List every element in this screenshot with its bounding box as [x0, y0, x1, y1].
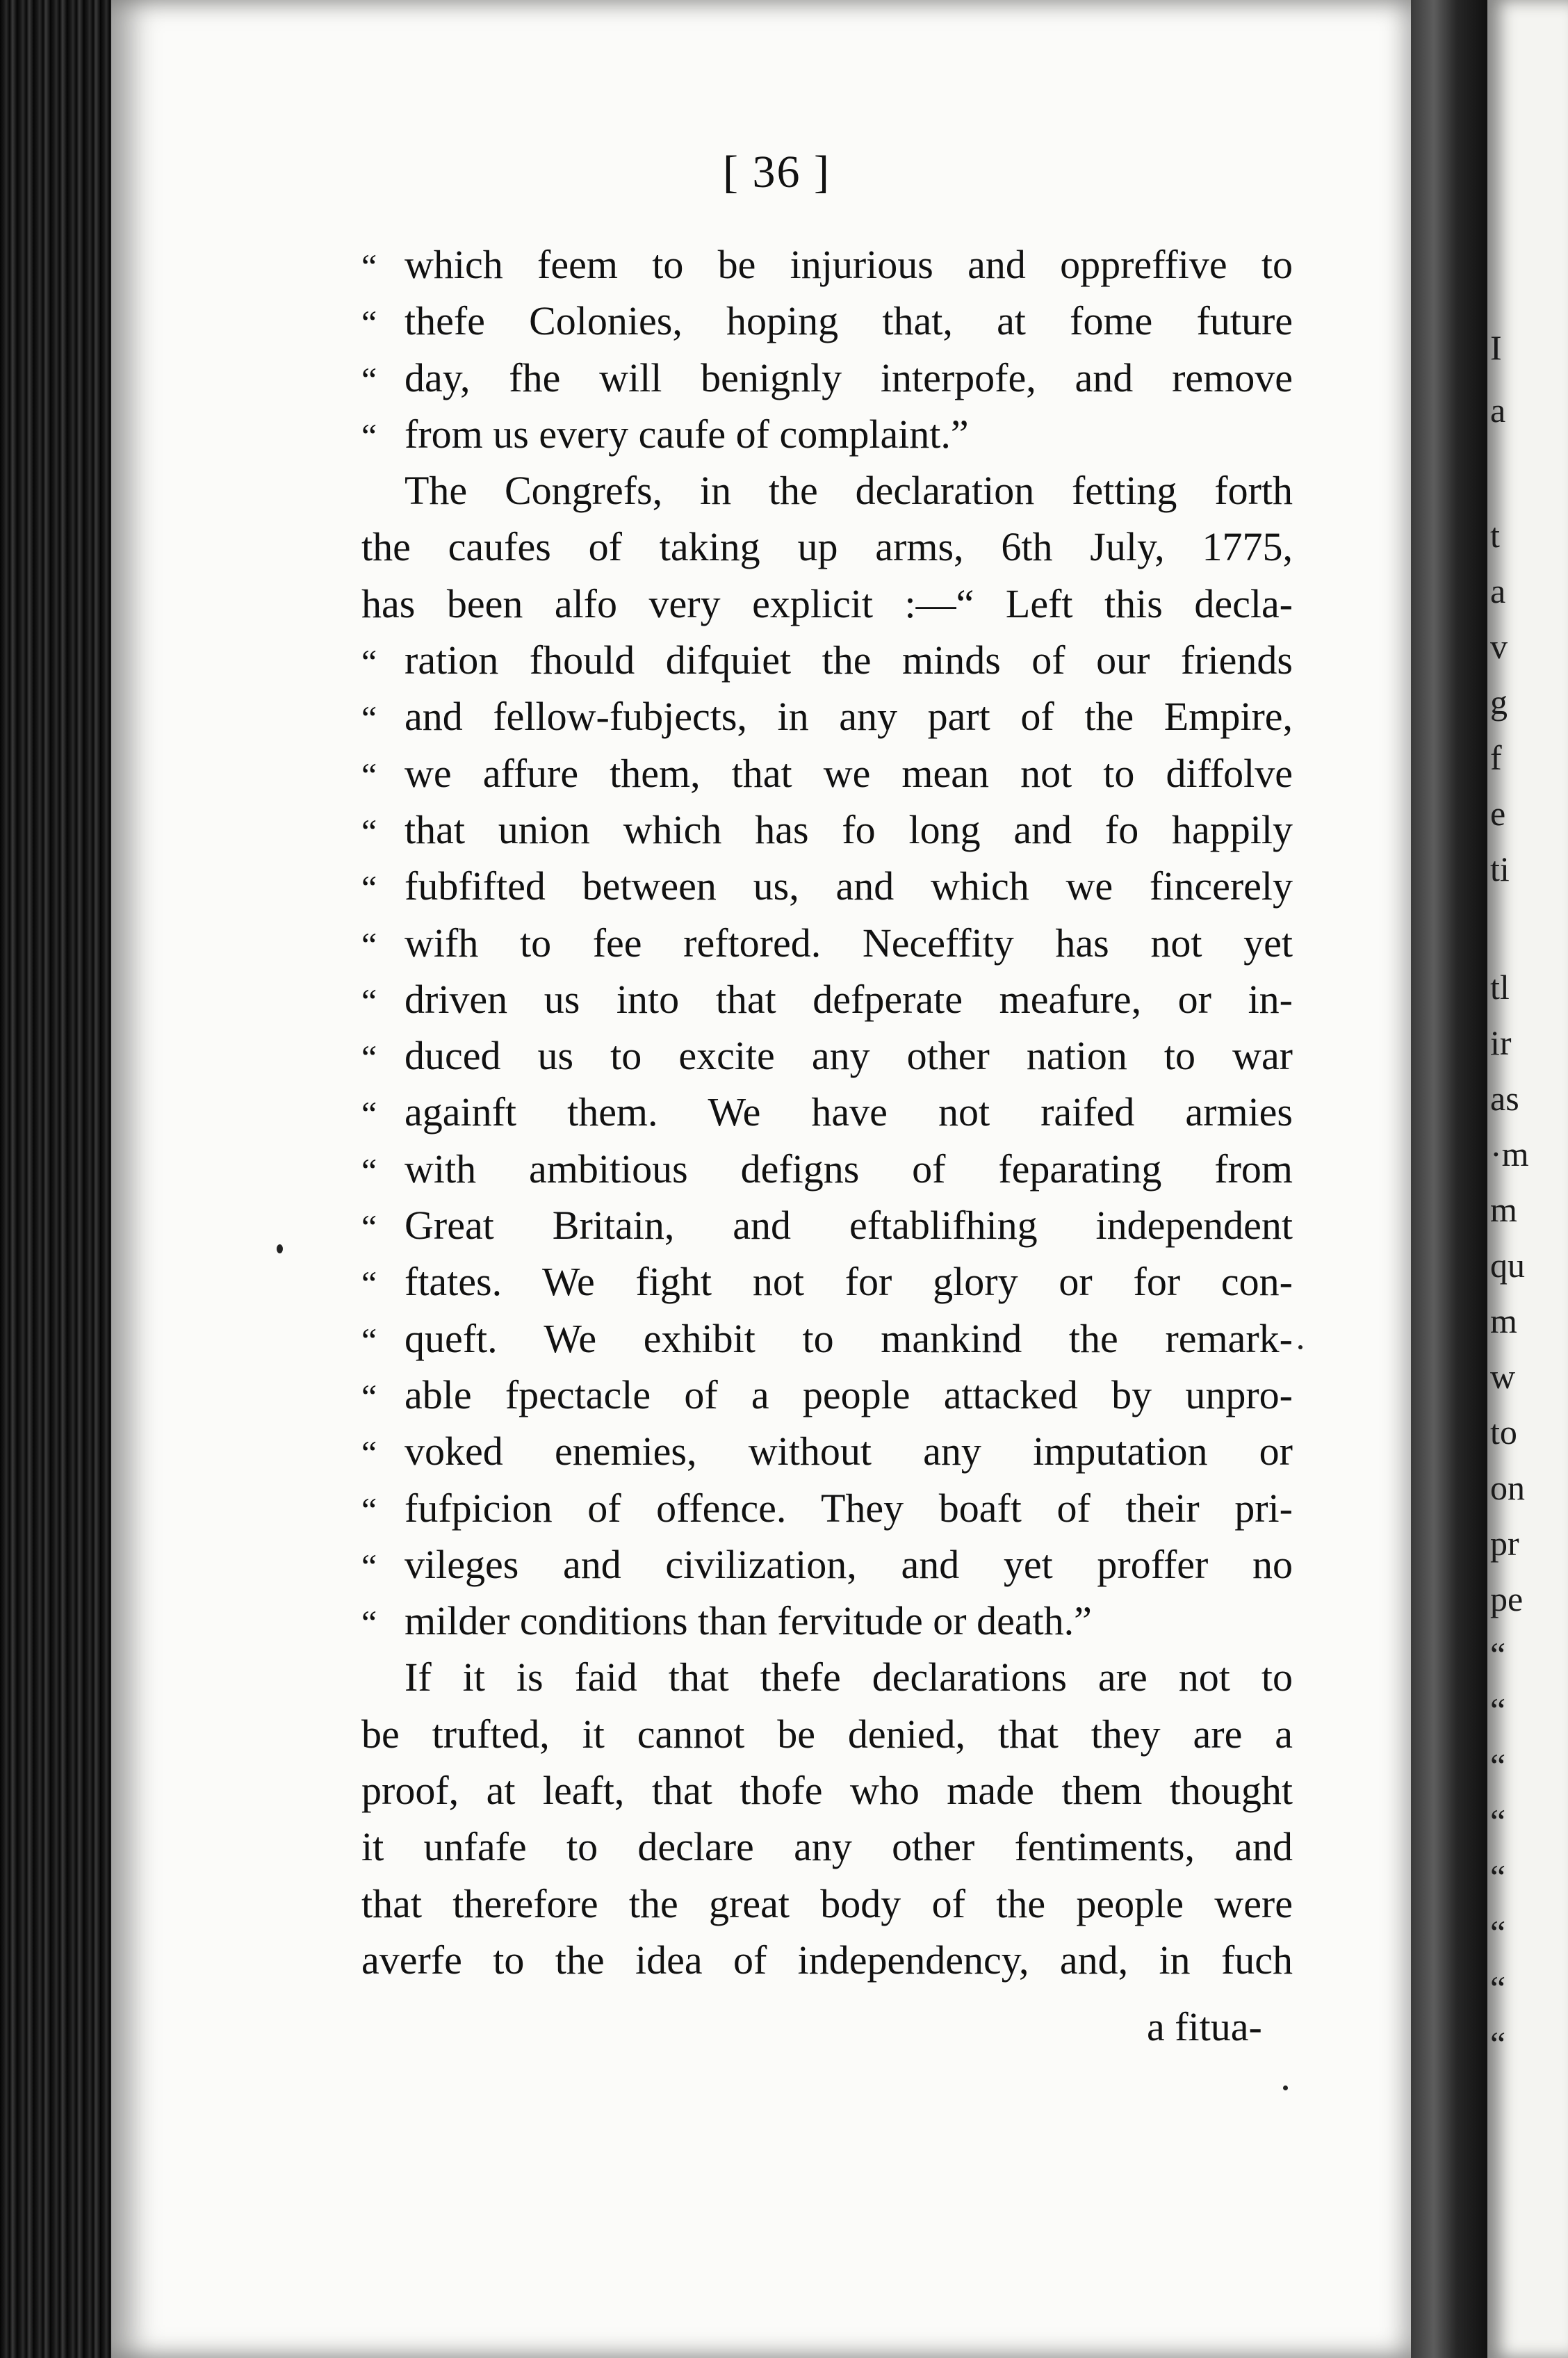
- facing-page-fragment: to: [1490, 1413, 1517, 1452]
- text-line: [361, 1027, 1293, 1084]
- facing-page-fragment: f: [1490, 738, 1502, 777]
- ink-speck: [277, 1244, 283, 1253]
- text-line: [361, 1310, 1293, 1367]
- text-line: [361, 1536, 1293, 1593]
- quote-mark: “: [361, 1208, 377, 1247]
- quote-mark: “: [361, 247, 377, 286]
- text-line: [361, 632, 1293, 688]
- quote-mark: “: [361, 981, 377, 1021]
- text-line: [361, 1084, 1293, 1140]
- quote-mark: “: [361, 1603, 377, 1643]
- line-text: If it is faid that thefe declarations are not to: [405, 1654, 1293, 1700]
- facing-page-fragment: v: [1490, 627, 1508, 666]
- facing-page-fragment: e: [1490, 794, 1506, 833]
- line-text: milder conditions than fervitude or death.”: [405, 1598, 1092, 1644]
- text-line: [361, 802, 1293, 858]
- ink-speck: [1298, 1345, 1302, 1349]
- facing-page-fragment: m: [1490, 1190, 1517, 1229]
- line-text: Great Britain, and eftablifhing independent: [405, 1203, 1293, 1249]
- text-line: [361, 1197, 1293, 1253]
- text-line: [361, 745, 1293, 802]
- facing-page-fragment: a: [1490, 391, 1506, 430]
- text-line: [361, 858, 1293, 914]
- quote-mark: “: [361, 1546, 377, 1586]
- text-line: [361, 1480, 1293, 1536]
- text-line: [361, 576, 1293, 632]
- book-binding-edge: [0, 0, 111, 2358]
- quote-mark: “: [361, 1490, 377, 1529]
- line-text: queft. We exhibit to mankind the remark-: [405, 1315, 1293, 1361]
- quote-mark: “: [361, 359, 377, 399]
- line-text: duced us to excite any other nation to war: [405, 1033, 1293, 1079]
- catchword: a fitua-: [1147, 2004, 1262, 2049]
- page-gutter-shadow: [1411, 0, 1487, 2358]
- text-line: [361, 1706, 1293, 1762]
- line-text: The Congrefs, in the declaration fetting forth: [405, 468, 1293, 514]
- facing-page-fragment: a: [1490, 571, 1506, 610]
- quote-mark: “: [361, 925, 377, 964]
- text-line: [361, 1253, 1293, 1310]
- text-line: [361, 1423, 1293, 1479]
- text-line: [361, 462, 1293, 519]
- line-text: wifh to fee reftored. Neceffity has not yet: [405, 920, 1293, 966]
- quote-mark: “: [361, 699, 377, 738]
- facing-page-fragment: ir: [1490, 1023, 1512, 1062]
- line-text: againft them. We have not raifed armies: [405, 1089, 1293, 1135]
- quote-mark: “: [361, 1150, 377, 1190]
- line-text: driven us into that defperate meafure, or in-: [405, 976, 1293, 1022]
- text-line: [361, 971, 1293, 1027]
- quote-mark: “: [361, 811, 377, 851]
- line-text: it unfafe to declare any other fentiments, and: [361, 1824, 1293, 1870]
- facing-page-fragment: as: [1490, 1079, 1519, 1118]
- facing-page-fragment: on: [1490, 1468, 1525, 1507]
- facing-page-fragment: w: [1490, 1357, 1516, 1396]
- facing-page-fragment: pr: [1490, 1524, 1519, 1563]
- facing-page-fragment: I: [1490, 328, 1502, 367]
- line-text: averfe to the idea of independency, and, in fuch: [361, 1937, 1293, 1983]
- body-text: [361, 236, 1293, 1988]
- facing-page-fragment: tl: [1490, 968, 1510, 1007]
- facing-page-fragment: pe: [1490, 1579, 1524, 1618]
- text-line: [361, 519, 1293, 575]
- text-line: [361, 1367, 1293, 1423]
- line-text: with ambitious defigns of feparating from: [405, 1146, 1293, 1192]
- facing-page-fragment: ti: [1490, 849, 1510, 888]
- quote-mark: “: [361, 868, 377, 908]
- facing-page-fragment: m: [1490, 1301, 1517, 1340]
- line-text: fubfifted between us, and which we fincerely: [405, 863, 1293, 909]
- text-line: [361, 1932, 1293, 1988]
- text-line: [361, 406, 1293, 462]
- quote-mark: “: [361, 1264, 377, 1303]
- page-number: [ 36 ]: [723, 147, 831, 197]
- facing-page-fragment: “: [1490, 1969, 1506, 2008]
- quote-mark: “: [361, 642, 377, 682]
- facing-page-fragment: “: [1490, 1913, 1506, 1952]
- line-text: that union which has fo long and fo happily: [405, 806, 1293, 852]
- ink-speck: [1283, 2085, 1288, 2090]
- text-line: [361, 1762, 1293, 1819]
- line-text: voked enemies, without any imputation or: [405, 1429, 1293, 1474]
- facing-page-fragment: “: [1490, 1746, 1506, 1785]
- quote-mark: “: [361, 1094, 377, 1134]
- facing-page-fragment: “: [1490, 1857, 1506, 1896]
- line-text: and fellow-fubjects, in any part of the Empire,: [405, 694, 1293, 740]
- line-text: proof, at leaft, that thofe who made them thought: [361, 1768, 1293, 1814]
- facing-page-fragment: ·m: [1490, 1135, 1529, 1173]
- quote-mark: “: [361, 303, 377, 343]
- line-text: vileges and civilization, and yet proffer no: [405, 1541, 1293, 1587]
- quote-mark: “: [361, 1320, 377, 1360]
- line-text: the caufes of taking up arms, 6th July, 1775,: [361, 524, 1293, 570]
- quote-mark: “: [361, 1376, 377, 1416]
- line-text: which feem to be injurious and oppreffive to: [405, 242, 1293, 287]
- line-text: ftates. We fight not for glory or for con-: [405, 1259, 1293, 1305]
- line-text: we affure them, that we mean not to diffolve: [405, 750, 1293, 796]
- line-text: be trufted, it cannot be denied, that they are a: [361, 1711, 1293, 1757]
- facing-page-fragment: “: [1490, 2024, 1506, 2063]
- facing-page-fragment: t: [1490, 516, 1500, 555]
- text-line: [361, 1649, 1293, 1705]
- facing-page-fragment: qu: [1490, 1246, 1525, 1285]
- facing-page-fragment: “: [1490, 1802, 1506, 1841]
- text-line: [361, 915, 1293, 971]
- facing-page-fragment: g: [1490, 683, 1508, 722]
- line-text: able fpectacle of a people attacked by unpro-: [405, 1372, 1293, 1417]
- line-text: ration fhould difquiet the minds of our friends: [405, 637, 1293, 683]
- line-text: from us every caufe of complaint.”: [405, 411, 969, 457]
- text-line: [361, 1876, 1293, 1932]
- text-line: [361, 1141, 1293, 1197]
- text-line: [361, 236, 1293, 293]
- line-text: fufpicion of offence. They boaft of their pri-: [405, 1485, 1293, 1531]
- text-line: [361, 293, 1293, 349]
- facing-page-fragment: “: [1490, 1691, 1506, 1730]
- line-text: that therefore the great body of the people were: [361, 1880, 1293, 1926]
- quote-mark: “: [361, 755, 377, 795]
- text-line: [361, 350, 1293, 406]
- text-line: [361, 1593, 1293, 1649]
- facing-page-fragment: “: [1490, 1635, 1506, 1674]
- quote-mark: “: [361, 1433, 377, 1473]
- quote-mark: “: [361, 1038, 377, 1078]
- line-text: has been alfo very explicit :—“ Left this decla-: [361, 580, 1293, 626]
- line-text: day, fhe will benignly interpofe, and remove: [405, 355, 1293, 400]
- line-text: thefe Colonies, hoping that, at fome future: [405, 298, 1293, 344]
- quote-mark: “: [361, 416, 377, 455]
- text-line: [361, 1819, 1293, 1875]
- text-line: [361, 688, 1293, 745]
